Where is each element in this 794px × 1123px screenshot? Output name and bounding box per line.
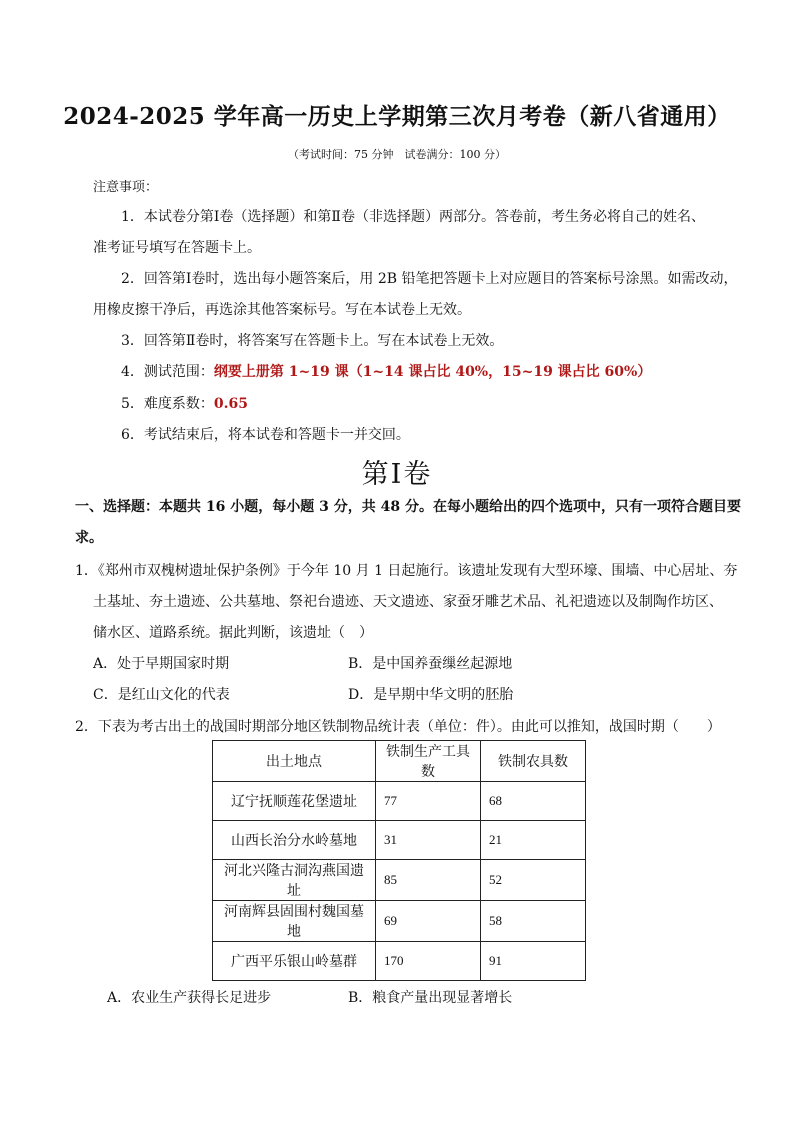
table-header-cell: 铁制农具数 xyxy=(481,741,586,782)
table-cell-farm-tools: 91 xyxy=(481,942,586,981)
table-row xyxy=(213,942,586,981)
table-cell-site: 辽宁抚顺莲花堡遗址 xyxy=(213,782,376,821)
exam-time-info: （考试时间：75 分钟 试卷满分：100 分） xyxy=(288,148,506,161)
notice-item-6: 6．考试结束后，将本试卷和答题卡一并交回。 xyxy=(121,427,410,443)
difficulty-value: 0.65 xyxy=(213,396,249,412)
notice-heading: 注意事项： xyxy=(93,180,159,195)
instructions-line-2: 求。 xyxy=(75,530,103,546)
notice-item-1-line-2: 准考证号填写在答题卡上。 xyxy=(93,240,261,256)
q2-stem: 2．下表为考古出土的战国时期部分地区铁制物品统计表（单位：件）。由此可以推知，战国时期（ ） xyxy=(75,719,721,735)
difficulty-label: 5．难度系数： xyxy=(121,396,214,412)
notice-item-2-line-2: 用橡皮擦干净后，再选涂其他答案标号。写在本试卷上无效。 xyxy=(93,302,471,318)
table-cell-tools: 170 xyxy=(376,942,481,981)
page-title: 2024-2025 学年高一历史上学期第三次月考卷（新八省通用） xyxy=(63,103,731,130)
table-header-cell: 出土地点 xyxy=(213,741,376,782)
test-scope-label: 4．测试范围： xyxy=(121,364,214,380)
table-cell-tools: 69 xyxy=(376,901,481,942)
table-row xyxy=(213,901,586,942)
q2-option-a: A．农业生产获得长足进步 xyxy=(107,990,272,1006)
table-row xyxy=(213,860,586,901)
test-scope-value: 纲要上册第 1~19 课（1~14 课占比 40%，15~19 课占比 60%） xyxy=(213,364,652,380)
q1-stem-line-3: 储水区、道路系统。据此判断，该遗址（ ） xyxy=(93,625,373,641)
table-cell-farm-tools: 52 xyxy=(481,860,586,901)
q2-option-b: B．粮食产量出现显著增长 xyxy=(348,990,513,1006)
q1-option-b: B．是中国养蚕缫丝起源地 xyxy=(348,656,513,672)
table-cell-farm-tools: 68 xyxy=(481,782,586,821)
table-row xyxy=(213,821,586,860)
table-cell-farm-tools: 21 xyxy=(481,821,586,860)
table-header-cell: 铁制生产工具数 xyxy=(376,741,481,782)
table-cell-farm-tools: 58 xyxy=(481,901,586,942)
notice-item-5 xyxy=(121,393,248,413)
table-cell-tools: 77 xyxy=(376,782,481,821)
table-cell-tools: 85 xyxy=(376,860,481,901)
q1-stem-line-2: 土基址、夯土遗迹、公共墓地、祭祀台遗迹、天文遗迹、家蚕牙雕艺术品、礼祀遗迹以及制陶作坊区、 xyxy=(93,594,723,610)
q1-option-d: D．是早期中华文明的胚胎 xyxy=(348,687,514,703)
q1-option-c: C．是红山文化的代表 xyxy=(93,687,230,703)
notice-item-4 xyxy=(121,361,651,381)
q1-stem-line-1: 1．《郑州市双槐树遗址保护条例》于今年 10 月 1 日起施行。该遗址发现有大型环壕、围墙、中心居址、夯 xyxy=(75,563,738,579)
notice-item-3: 3．回答第Ⅱ卷时，将答案写在答题卡上。写在本试卷上无效。 xyxy=(121,333,504,349)
instructions-line-1: 一、选择题：本题共 16 小题，每小题 3 分，共 48 分。在每小题给出的四个选项中，只有一项符合题目要 xyxy=(75,499,741,515)
table-cell-site: 河北兴隆古洞沟燕国遗址 xyxy=(213,860,376,901)
table-cell-site: 山西长治分水岭墓地 xyxy=(213,821,376,860)
section-title: 第Ⅰ卷 xyxy=(361,459,433,490)
table-header-row xyxy=(213,741,586,782)
table-cell-tools: 31 xyxy=(376,821,481,860)
table-cell-site: 广西平乐银山岭墓群 xyxy=(213,942,376,981)
notice-item-2-line-1: 2．回答第Ⅰ卷时，选出每小题答案后，用 2B 铅笔把答题卡上对应题目的答案标号涂黑。如需改动， xyxy=(121,271,738,287)
notice-item-1-line-1: 1．本试卷分第Ⅰ卷（选择题）和第Ⅱ卷（非选择题）两部分。答卷前，考生务必将自己的姓名、 xyxy=(121,209,705,225)
q1-option-a: A．处于早期国家时期 xyxy=(93,656,230,672)
table-row xyxy=(213,782,586,821)
iron-artifacts-table xyxy=(212,740,586,981)
table-cell-site: 河南辉县固围村魏国墓地 xyxy=(213,901,376,942)
